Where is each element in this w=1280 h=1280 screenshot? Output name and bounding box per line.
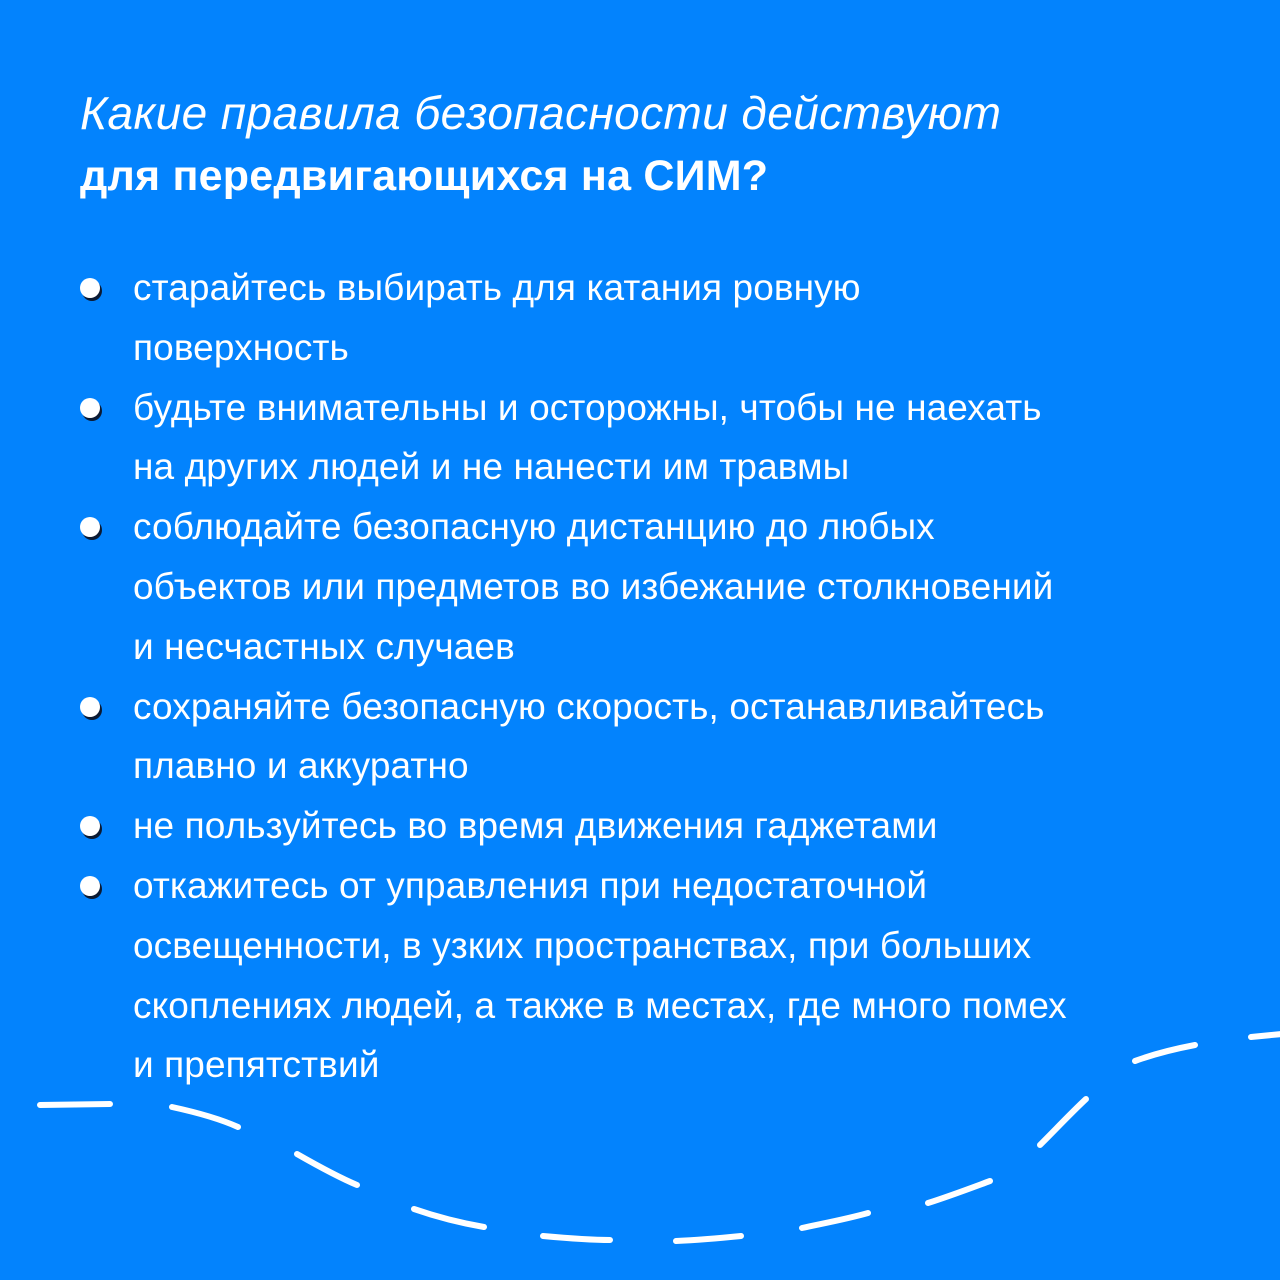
bullet-dot-icon (80, 876, 100, 896)
rule-line: и несчастных случаев (133, 625, 515, 667)
rule-text (133, 686, 1045, 787)
rule-line: откажитесь от управления при недостаточной (133, 864, 928, 906)
bullet-dot-icon (80, 517, 100, 537)
safety-rules-list (80, 258, 1220, 1095)
slide-title (80, 82, 1230, 208)
rule-line: соблюдайте безопасную дистанцию до любых (133, 506, 935, 548)
rule-line: поверхность (133, 326, 349, 368)
list-item (80, 497, 1220, 676)
list-item (80, 677, 1220, 797)
rule-line: будьте внимательны и осторожны, чтобы не наехать (133, 386, 1042, 428)
rule-text (133, 865, 1067, 1085)
list-item (80, 258, 1220, 378)
rule-text (133, 506, 1053, 667)
rule-text (133, 387, 1042, 488)
list-item (80, 378, 1220, 498)
list-item (80, 796, 1220, 856)
rule-text (133, 267, 861, 368)
rule-line: и препятствий (133, 1044, 380, 1086)
bullet-dot-icon (80, 278, 100, 298)
bullet-dot-icon (80, 697, 100, 717)
rule-line: сохраняйте безопасную скорость, останавливайтесь (133, 685, 1045, 727)
rule-line: объектов или предметов во избежание столкновений (133, 565, 1054, 607)
bullet-dot-icon (80, 398, 100, 418)
rule-line: на других людей и не нанести им травмы (133, 446, 850, 488)
title-line-italic: Какие правила безопасности действуют (80, 87, 1002, 139)
rule-line: старайтесь выбирать для катания ровную (133, 267, 861, 308)
rule-line: плавно и аккуратно (133, 745, 469, 787)
list-item (80, 856, 1220, 1095)
bullet-dot-icon (80, 816, 100, 836)
rule-line: освещенности, в узких пространствах, при больших (133, 924, 1032, 966)
rule-line: скоплениях людей, а также в местах, где много помех (133, 984, 1067, 1026)
rule-line: не пользуйтесь во время движения гаджетами (133, 805, 938, 847)
title-line-bold: для передвигающихся на СИМ? (80, 152, 769, 200)
rule-text (133, 805, 938, 846)
